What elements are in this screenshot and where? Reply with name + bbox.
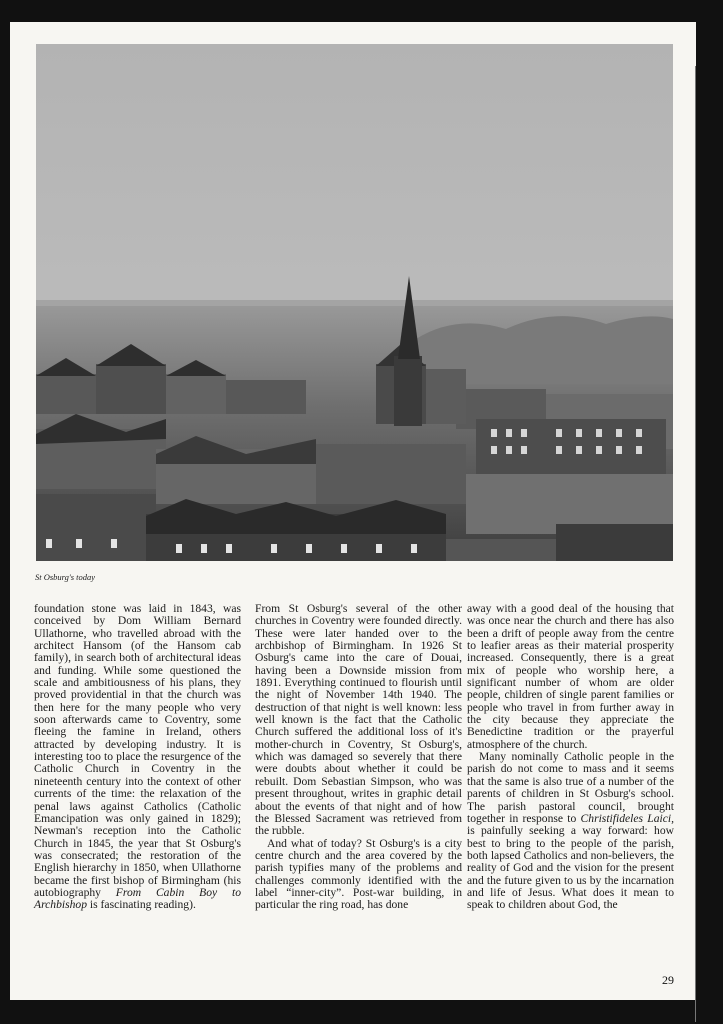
document-title: Christifideles Laici, [580,811,674,825]
book-title: From Cabin Boy to Archbishop [34,885,241,912]
photo-caption: St Osburg's today [35,572,96,582]
paragraph: away with a good deal of the housing that was once near the church and there has also been a drift of people away from the centre to leafier areas as their material prosperity increased. Consequently, there is a great mix of people who worship here, a significant number of whom are older people, children of single parent families or people who travel in from further away in the city because they appreciate the Benedictine tradition or the prayerful atmosphere of the church. [467,602,674,751]
paragraph: And what of today? St Osburg's is a city centre church and the area covered by the parish typifies many of the problems and challenges commonly identified with the label “inner-city”. Post-war building, in particular the ring road, has done [255,836,462,912]
paragraph-text: is painfully seeking a way forward: how best to bring to the people of the parish, both lapsed Catholics and non-believers, the reality of God and the vision for the present and the future given to us by the incarnation and life of Jesus. What does it mean to speak to children about God, the [467,824,674,912]
paragraph [467,751,674,911]
text-column-1 [34,603,241,912]
magazine-page [10,22,696,1000]
paragraph [34,603,241,912]
paragraph-text: is fascinating reading). [87,898,196,912]
paragraph-text: foundation stone was laid in 1843, was conceived by Dom William Bernard Ullathorne, who travelled abroad with the architect Hansom (of the Hansom cab family), in search both of architectural ideas and funding. While some questioned the scale and ambitiousness of his plans, they proved providential in that the church was then here for the many people who very soon afterwards came to Coventry, some fleeing the famine in Ireland, others attracted by developing industry. It is interesting too to place the resurgence of the Catholic Church in Coventry in the nineteenth century into the context of other currents of the time: the relaxation of the penal laws against Catholics (Catholic Emancipation was only gained in 1829); Newman's reception into the Catholic Church in 1845, the year that St Osburg's was consecrated; the restoration of the English hierarchy in 1850, when Ullathorne became the first bishop of Birmingham (his autobiography [34,602,241,899]
paragraph: From St Osburg's several of the other churches in Coventry were founded directly. These were later handed over to the archbishop of Birmingham. In 1926 St Osburg's came into the care of Douai, having been a Downside mission from 1891. Everything continued to flourish until the night of November 14th 1940. The destruction of that night is well known: less well known is the fact that the Catholic Church suffered the additional loss of it's mother-church in Coventry, St Osburg's, which was damaged so severely that there were doubts about whether it could be rebuilt. Dom Sebastian Simpson, who was present throughout, writes in graphic detail about the events of that night and of how the Blessed Sacrament was retrieved from the rubble. [255,602,462,838]
text-column-3 [467,603,674,912]
paragraph-text: Many nominally Catholic people in the parish do not come to mass and it seems that the same is also true of a number of the parents of children in St Osburg's school. The parish pastoral council, brought together in response to [467,750,674,825]
church-photo [36,44,673,561]
page-edge-rule [695,66,696,1022]
page-number: 29 [662,973,674,987]
text-column-2 [255,603,462,912]
